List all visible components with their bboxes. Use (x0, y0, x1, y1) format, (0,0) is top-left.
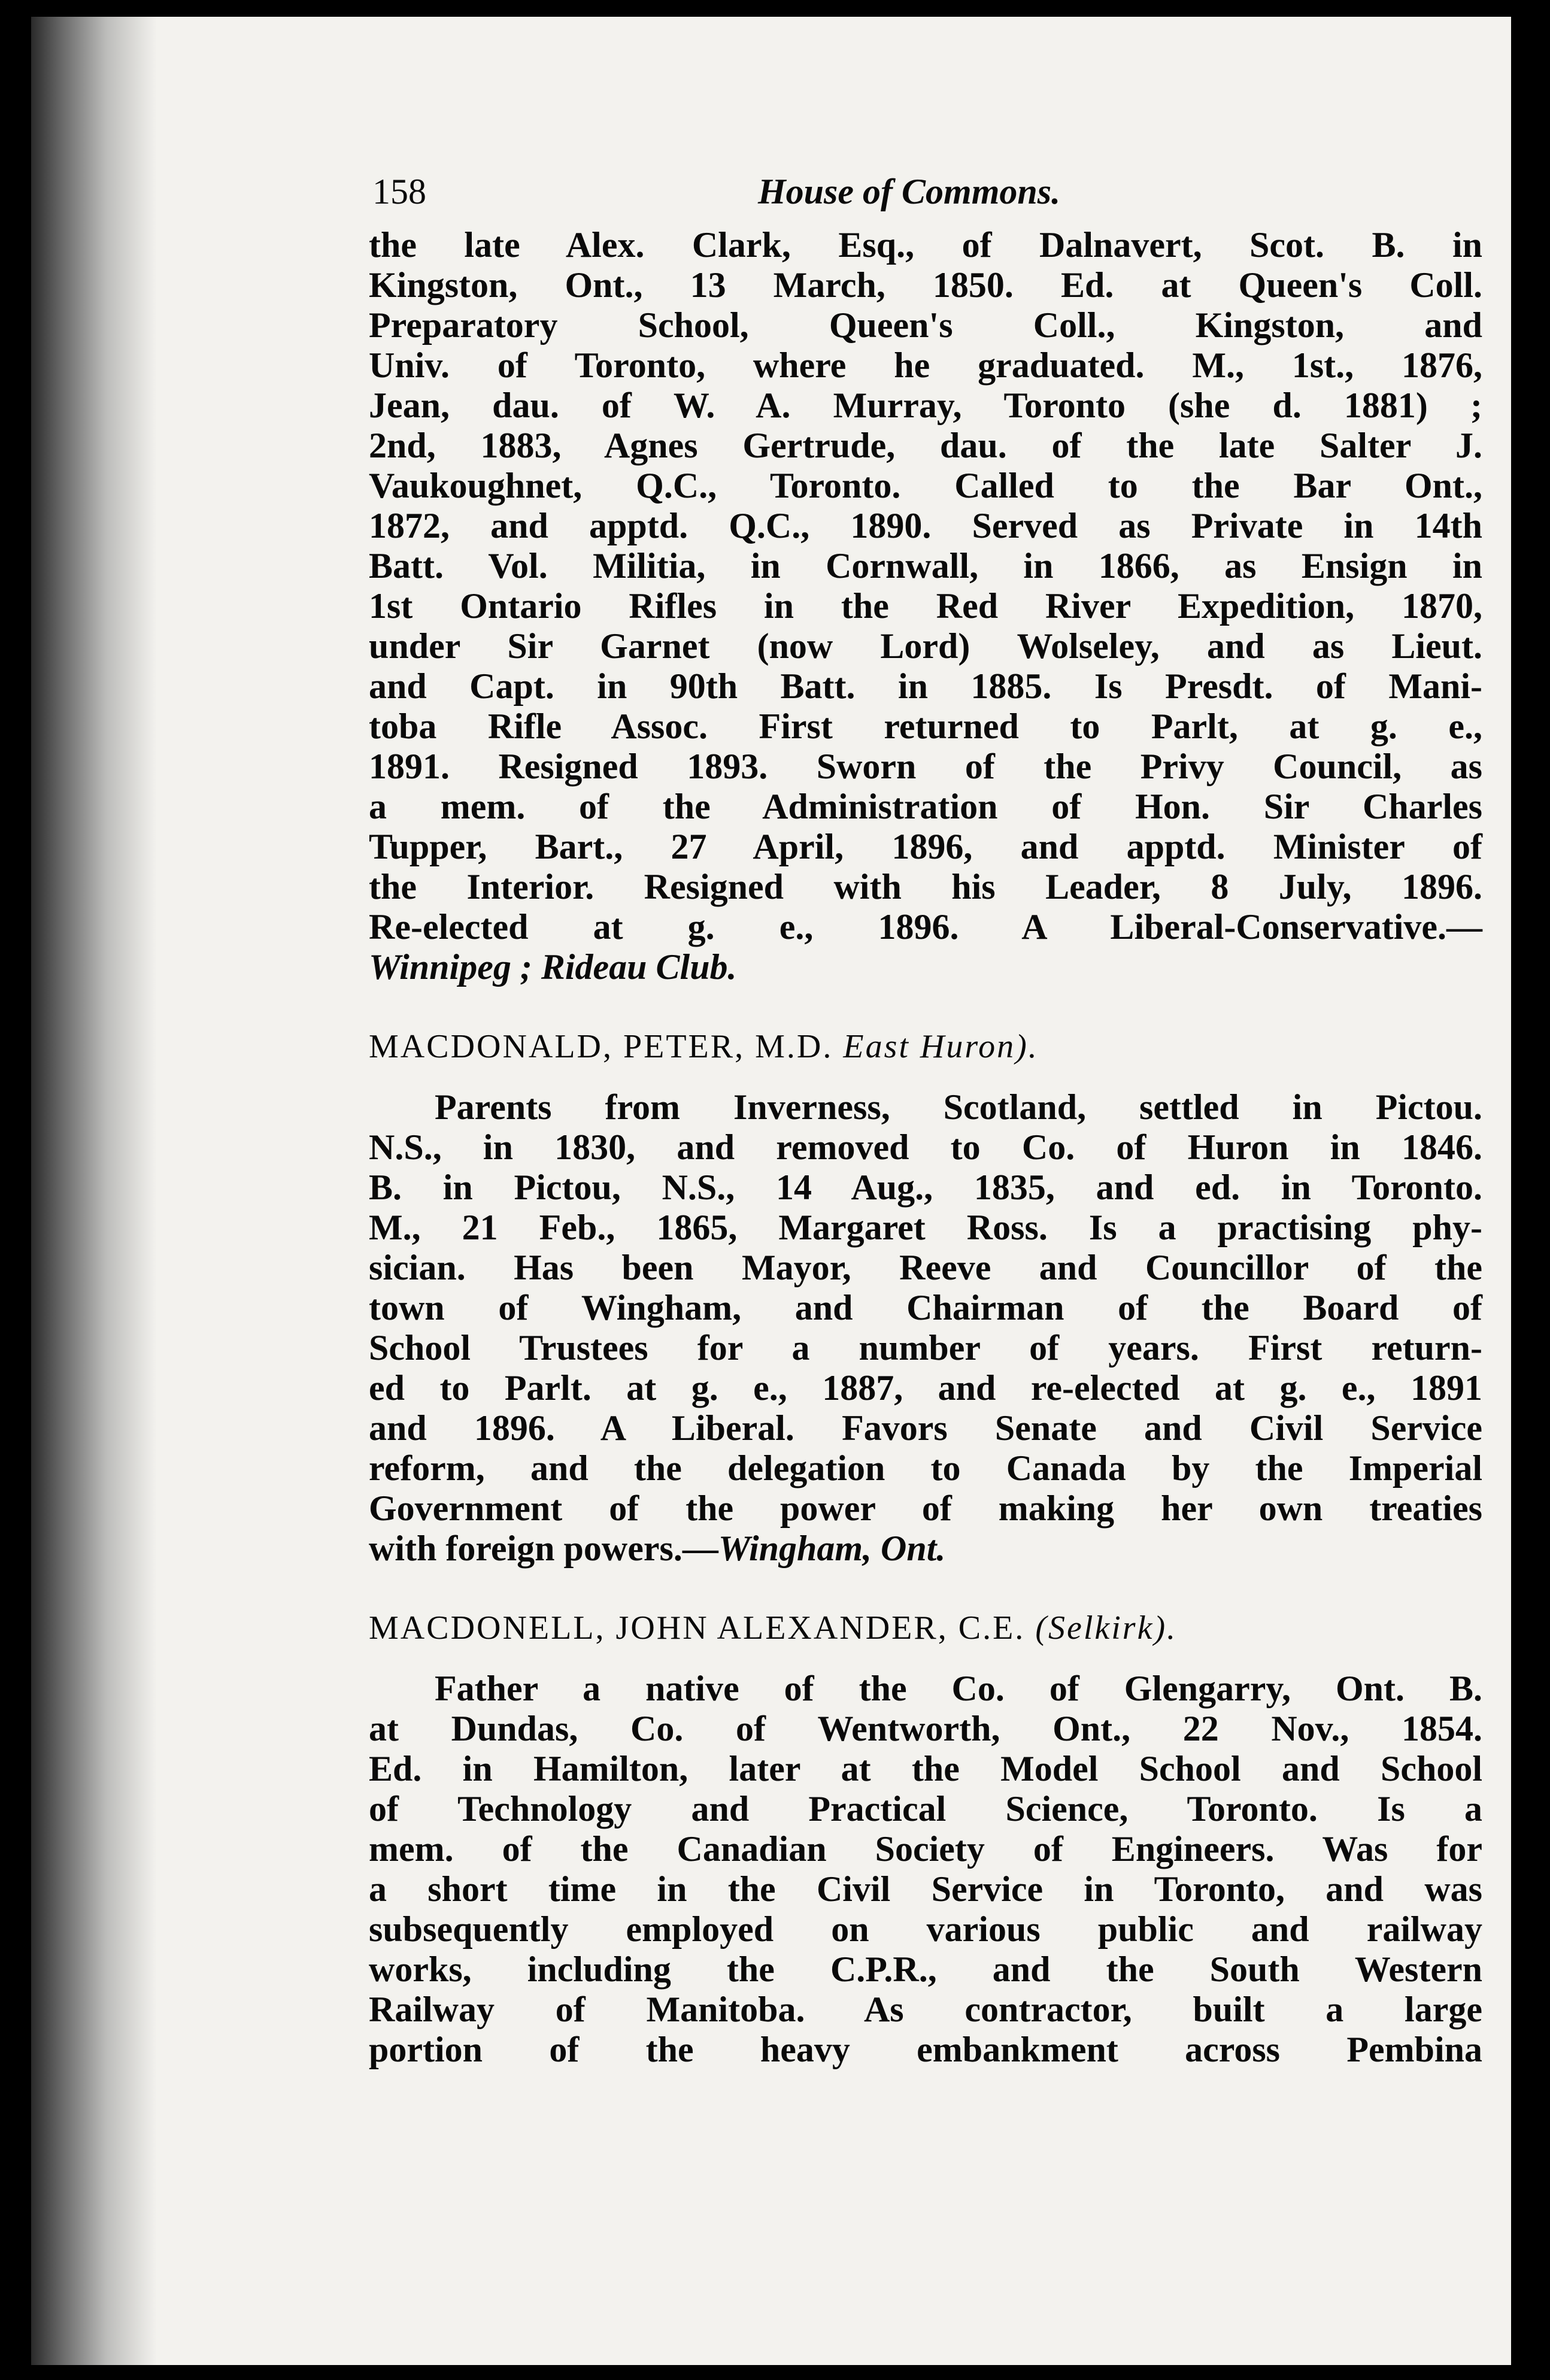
entry-line: sician. Has been Mayor, Reeve and Councillor of the (369, 1248, 1482, 1287)
entry-body-macdonald (369, 1087, 1482, 1569)
entry-line: a mem. of the Administration of Hon. Sir Charles (369, 787, 1482, 826)
entry-line: M., 21 Feb., 1865, Margaret Ross. Is a practising phy- (369, 1208, 1482, 1247)
entry-line: Re-elected at g. e., 1896. A Liberal-Conservative.— (369, 907, 1482, 947)
entry-line: Kingston, Ont., 13 March, 1850. Ed. at Queen's Coll. (369, 265, 1482, 305)
entry-line: a short time in the Civil Service in Toronto, and was (369, 1869, 1482, 1909)
entry-clubs: Winnipeg ; Rideau Club. (369, 947, 737, 987)
entry-line: Univ. of Toronto, where he graduated. M., 1st., 1876, (369, 345, 1482, 385)
entry-title: C.E. (958, 1609, 1026, 1647)
scan-edge-shadow (31, 17, 157, 2365)
entry-line: N.S., in 1830, and removed to Co. of Huron in 1846. (369, 1127, 1482, 1167)
page-header (369, 160, 1482, 225)
entry-title: M.D. (755, 1028, 833, 1065)
entry-line: Jean, dau. of W. A. Murray, Toronto (she d. 1881) ; (369, 386, 1482, 425)
page-text (369, 160, 1482, 2070)
entry-line: Preparatory School, Queen's Coll., Kingston, and (369, 305, 1482, 345)
entry-line: 2nd, 1883, Agnes Gertrude, dau. of the late Salter J. (369, 426, 1482, 465)
entry-line: works, including the C.P.R., and the South Western (369, 1950, 1482, 1989)
entry-line: portion of the heavy embankment across Pembina (369, 2030, 1482, 2069)
entry-residence: Wingham, Ont. (718, 1529, 946, 1568)
entry-line: the late Alex. Clark, Esq., of Dalnavert, Scot. B. in (369, 225, 1482, 265)
entry-line: the Interior. Resigned with his Leader, 8 July, 1896. (369, 867, 1482, 906)
entry-line: town of Wingham, and Chairman of the Board of (369, 1288, 1482, 1327)
entry-line: Batt. Vol. Militia, in Cornwall, in 1866, as Ensign in (369, 546, 1482, 586)
entry-constituency: East Huron). (843, 1028, 1039, 1065)
entry-line: subsequently employed on various public and railway (369, 1909, 1482, 1949)
entry-line: Government of the power of making her own treaties (369, 1488, 1482, 1528)
entry-line: B. in Pictou, N.S., 14 Aug., 1835, and ed. in Toronto. (369, 1168, 1482, 1207)
entry-line: and 1896. A Liberal. Favors Senate and Civil Service (369, 1408, 1482, 1448)
entry-line: toba Rifle Assoc. First returned to Parlt, at g. e., (369, 707, 1482, 746)
entry-line: at Dundas, Co. of Wentworth, Ont., 22 Nov., 1854. (369, 1709, 1482, 1748)
entry-body-macdonell (369, 1669, 1482, 2070)
running-title: House of Commons. (758, 172, 1061, 211)
entry-line: 1st Ontario Rifles in the Red River Expedition, 1870, (369, 586, 1482, 626)
entry-line: mem. of the Canadian Society of Engineers. Was for (369, 1829, 1482, 1869)
entry-line-last (369, 1529, 1482, 1569)
entry-line: 1872, and apptd. Q.C., 1890. Served as Private in 14th (369, 506, 1482, 545)
entry-constituency: (Selkirk). (1035, 1609, 1178, 1647)
entry-last-text: with foreign powers.— (369, 1529, 718, 1568)
entry-name: MACDONELL, JOHN ALEXANDER, (369, 1609, 948, 1647)
entry-heading-macdonald (369, 1027, 1482, 1067)
entry-line: Ed. in Hamilton, later at the Model School and School (369, 1749, 1482, 1788)
entry-line: of Technology and Practical Science, Toronto. Is a (369, 1789, 1482, 1829)
entry-line: ed to Parlt. at g. e., 1887, and re-elected at g. e., 1891 (369, 1368, 1482, 1408)
entry-line: Railway of Manitoba. As contractor, built a large (369, 1990, 1482, 2029)
entry-line: and Capt. in 90th Batt. in 1885. Is Presdt. of Mani- (369, 666, 1482, 706)
page-number: 158 (372, 172, 426, 211)
entry-name: MACDONALD, PETER, (369, 1028, 745, 1065)
entry-line: Vaukoughnet, Q.C., Toronto. Called to the Bar Ont., (369, 466, 1482, 505)
entry-heading-macdonell (369, 1608, 1482, 1648)
entry-line: reform, and the delegation to Canada by the Imperial (369, 1448, 1482, 1488)
entry-line: School Trustees for a number of years. First return- (369, 1328, 1482, 1368)
entry-line: 1891. Resigned 1893. Sworn of the Privy Council, as (369, 747, 1482, 786)
entry-continued (369, 225, 1482, 987)
entry-line: Parents from Inverness, Scotland, settled in Pictou. (435, 1087, 1482, 1127)
entry-line: Father a native of the Co. of Glengarry, Ont. B. (435, 1669, 1482, 1708)
book-page (31, 17, 1511, 2365)
entry-line: Tupper, Bart., 27 April, 1896, and apptd. Minister of (369, 827, 1482, 866)
entry-line: under Sir Garnet (now Lord) Wolseley, and as Lieut. (369, 626, 1482, 666)
